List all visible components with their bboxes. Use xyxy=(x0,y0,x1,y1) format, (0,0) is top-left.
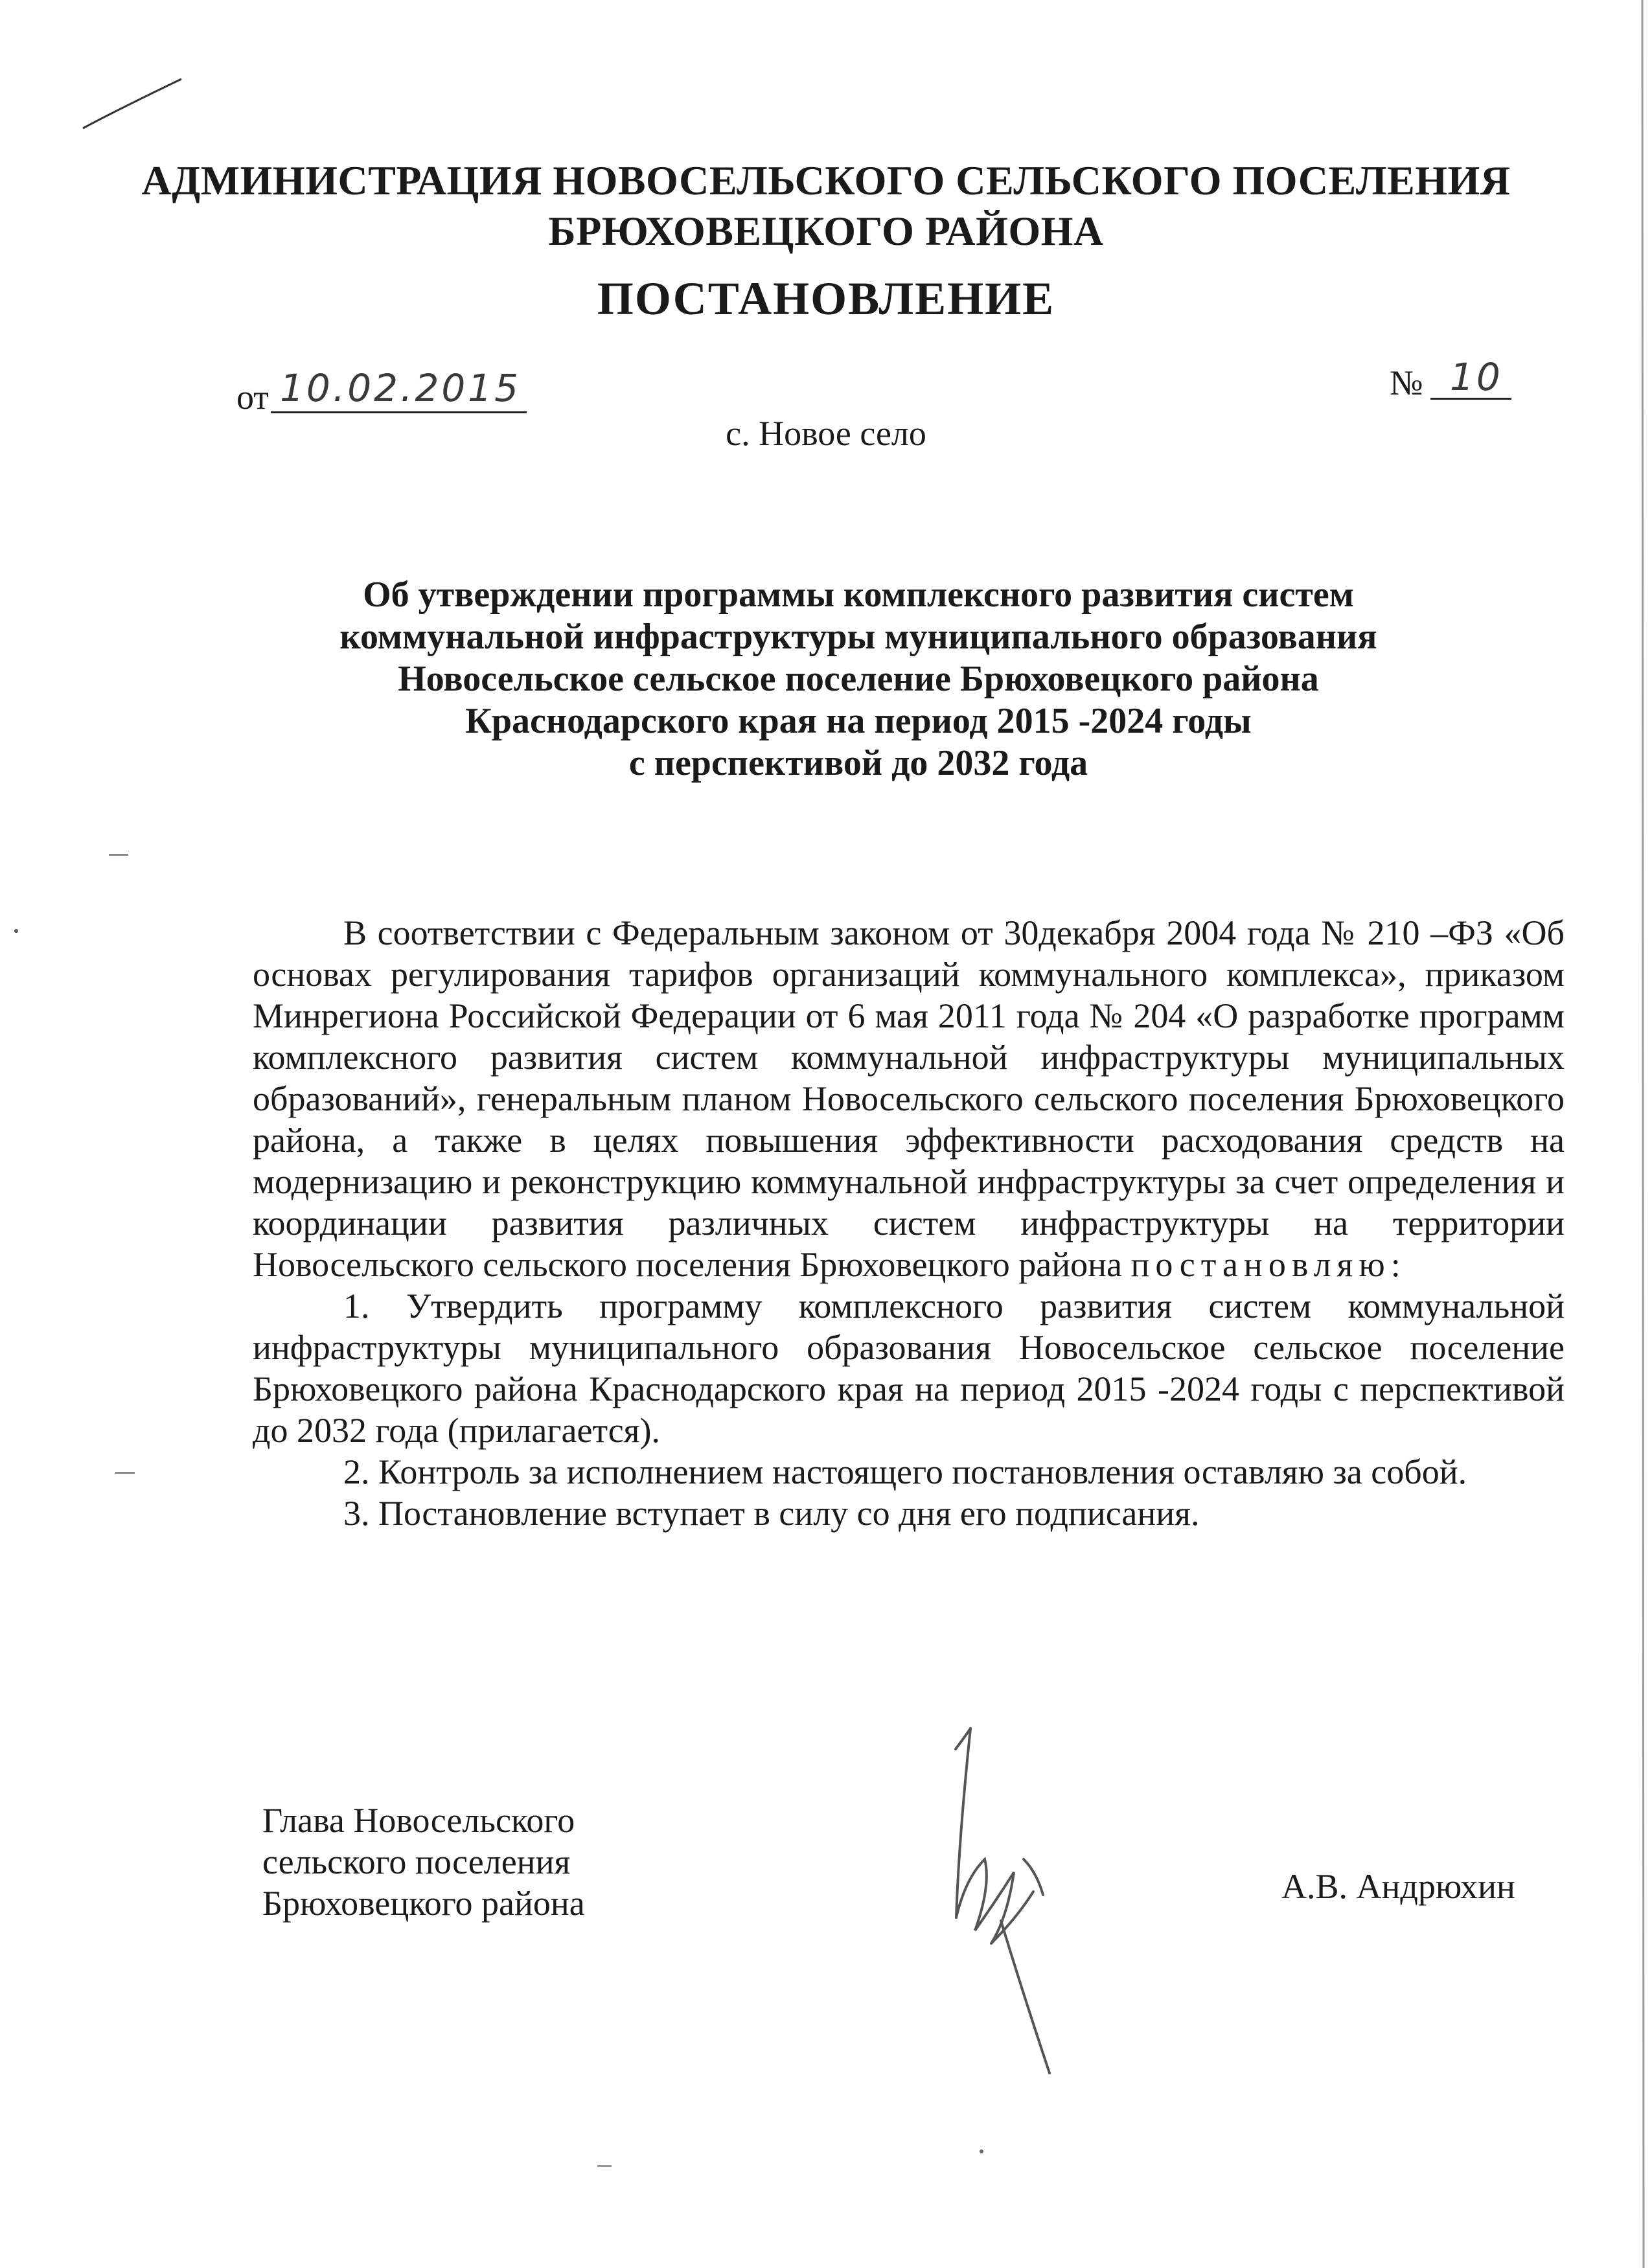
decree-word: постановляю: xyxy=(1130,1245,1406,1284)
position-line: Брюховецкого района xyxy=(262,1884,585,1923)
scan-speck xyxy=(109,854,128,856)
item-2: 2. Контроль за исполнением настоящего постановления оставляю за собой. xyxy=(343,1452,1467,1491)
document-title xyxy=(227,574,1490,785)
scan-edge-line xyxy=(1636,0,1649,2268)
preamble-text: В соответствии с Федеральным законом от 30декабря 2004 года № 210 –ФЗ «Об основах регулирования тарифов организаций коммунального комплекса», приказом Минрегиона Российской Федерации от 6 мая 2011 года № 204 «О разработке программ комплексного развития систем коммунальной инфраструктуры муниципальных образований», генеральным планом Новосельского сельского поселения Брюховецкого района, а также в целях повышения эффективности расходования средств на модернизацию и реконструкцию коммунальной инфраструктуры за счет определения и координации развития различных систем инфраструктуры на территории Новосельского сельского поселения Брюховецкого района xyxy=(253,913,1565,1284)
number-field xyxy=(1390,363,1423,403)
organization-name-line-1: АДМИНИСТРАЦИЯ НОВОСЕЛЬСКОГО СЕЛЬСКОГО ПОСЕЛЕНИЯ xyxy=(141,157,1511,203)
signatory-position xyxy=(262,1800,585,1924)
scan-speck xyxy=(14,929,18,933)
scan-speck xyxy=(980,2149,983,2153)
number-value: 10 xyxy=(1450,355,1503,399)
place-name: с. Новое село xyxy=(726,414,926,453)
document-type: ПОСТАНОВЛЕНИЕ xyxy=(597,273,1055,325)
preamble-paragraph xyxy=(253,912,1565,1285)
date-field xyxy=(236,377,269,417)
scan-speck xyxy=(115,1472,135,1474)
date-handwritten xyxy=(271,366,527,413)
signatory-name: А.В. Андрюхин xyxy=(1281,1867,1515,1906)
title-line: с перспективой до 2032 года xyxy=(628,743,1088,783)
handwritten-signature xyxy=(894,1723,1088,2086)
position-line: сельского поселения xyxy=(262,1842,571,1881)
date-prefix: от xyxy=(236,378,269,417)
title-line: Краснодарского края на период 2015 -2024 годы xyxy=(465,701,1252,741)
pen-stroke-mark xyxy=(78,71,188,136)
item-3: 3. Постановление вступает в силу со дня его подписания. xyxy=(343,1494,1200,1533)
document-body xyxy=(253,912,1565,1534)
title-line: коммунальной инфраструктуры муниципального образования xyxy=(339,617,1377,657)
title-line: Об утверждении программы комплексного развития систем xyxy=(363,575,1354,615)
scan-speck xyxy=(597,2165,612,2167)
organization-name-line-2: БРЮХОВЕЦКОГО РАЙОНА xyxy=(548,208,1104,254)
date-value: 10.02.2015 xyxy=(280,366,522,410)
number-handwritten xyxy=(1430,355,1511,399)
item-1: 1. Утвердить программу комплексного развития систем коммунальной инфраструктуры муниципального образования Новосельское сельское поселение Брюховецкого района Краснодарского края на период 2015 -2024 годы с перспективой до 2032 года (прилагается). xyxy=(253,1287,1565,1450)
position-line: Глава Новосельского xyxy=(262,1801,575,1840)
number-prefix: № xyxy=(1390,363,1423,402)
title-line: Новосельское сельское поселение Брюховецкого района xyxy=(398,659,1319,699)
